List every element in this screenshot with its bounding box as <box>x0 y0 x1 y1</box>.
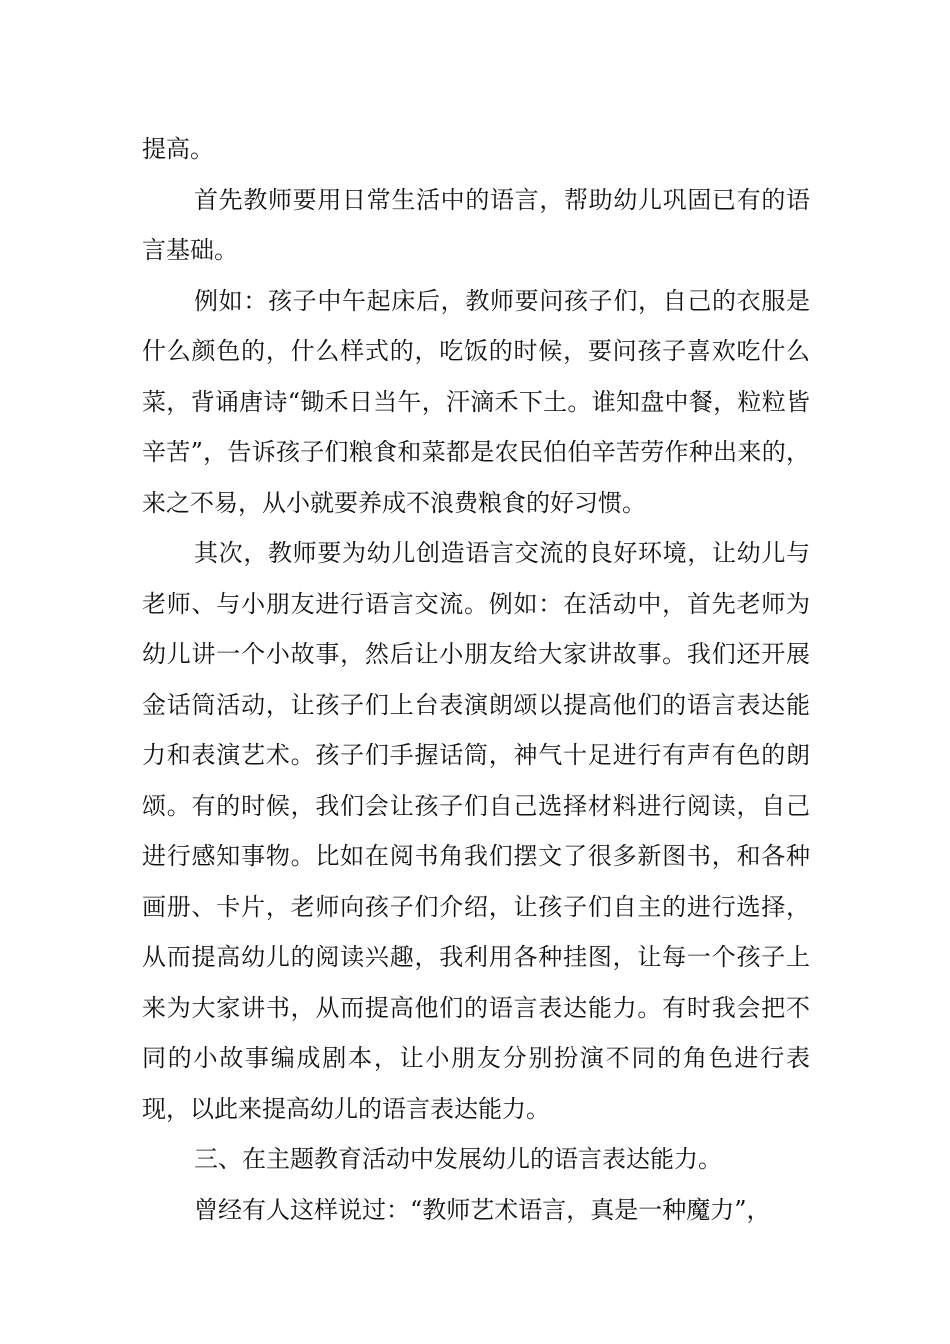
paragraph-6: 曾经有人这样说过：“教师艺术语言，真是一种魔力”， <box>194 1195 771 1224</box>
paragraph-4: 其次，教师要为幼儿创造语言交流的良好环境，让幼儿与老师、与小朋友进行语言交流。例如：在活动中，首先老师为幼儿讲一个小故事，然后让小朋友给大家讲故事。我们还开展金话筒活动，让孩子们上台表演朗颂以提高他们的语言表达能力和表演艺术。孩子们手握话筒，神气十足进行有声有色的朗颂。有的时候，我们会让孩子们自己选择材料进行阅读，自己进行感知事物。比如在阅书角我们摆文了很多新图书，和各种画册、卡片，老师向孩子们介绍，让孩子们自主的进行选择，从而提高幼儿的阅读兴趣，我利用各种挂图，让每一个孩子上来为大家讲书，从而提高他们的语言表达能力。有时我会把不同的小故事编成剧本，让小朋友分别扮演不同的角色进行表现，以此来提高幼儿的语言表达能力。 <box>142 539 810 1123</box>
section-heading-3: 三、在主题教育活动中发展幼儿的语言表达能力。 <box>194 1145 722 1173</box>
paragraph-2: 首先教师要用日常生活中的语言，帮助幼儿巩固已有的语言基础。 <box>142 185 810 264</box>
paragraph-1: 提高。 <box>142 135 214 163</box>
document-page <box>142 124 810 1235</box>
paragraph-3: 例如：孩子中午起床后，教师要问孩子们，自己的衣服是什么颜色的，什么样式的，吃饭的时候，要问孩子喜欢吃什么菜，背诵唐诗“锄禾日当午，汗滴禾下土。谁知盘中餐，粒粒皆辛苦”，告诉孩子们粮食和菜都是农民伯伯辛苦劳作种出来的，来之不易，从小就要养成不浪费粮食的好习惯。 <box>142 286 810 517</box>
